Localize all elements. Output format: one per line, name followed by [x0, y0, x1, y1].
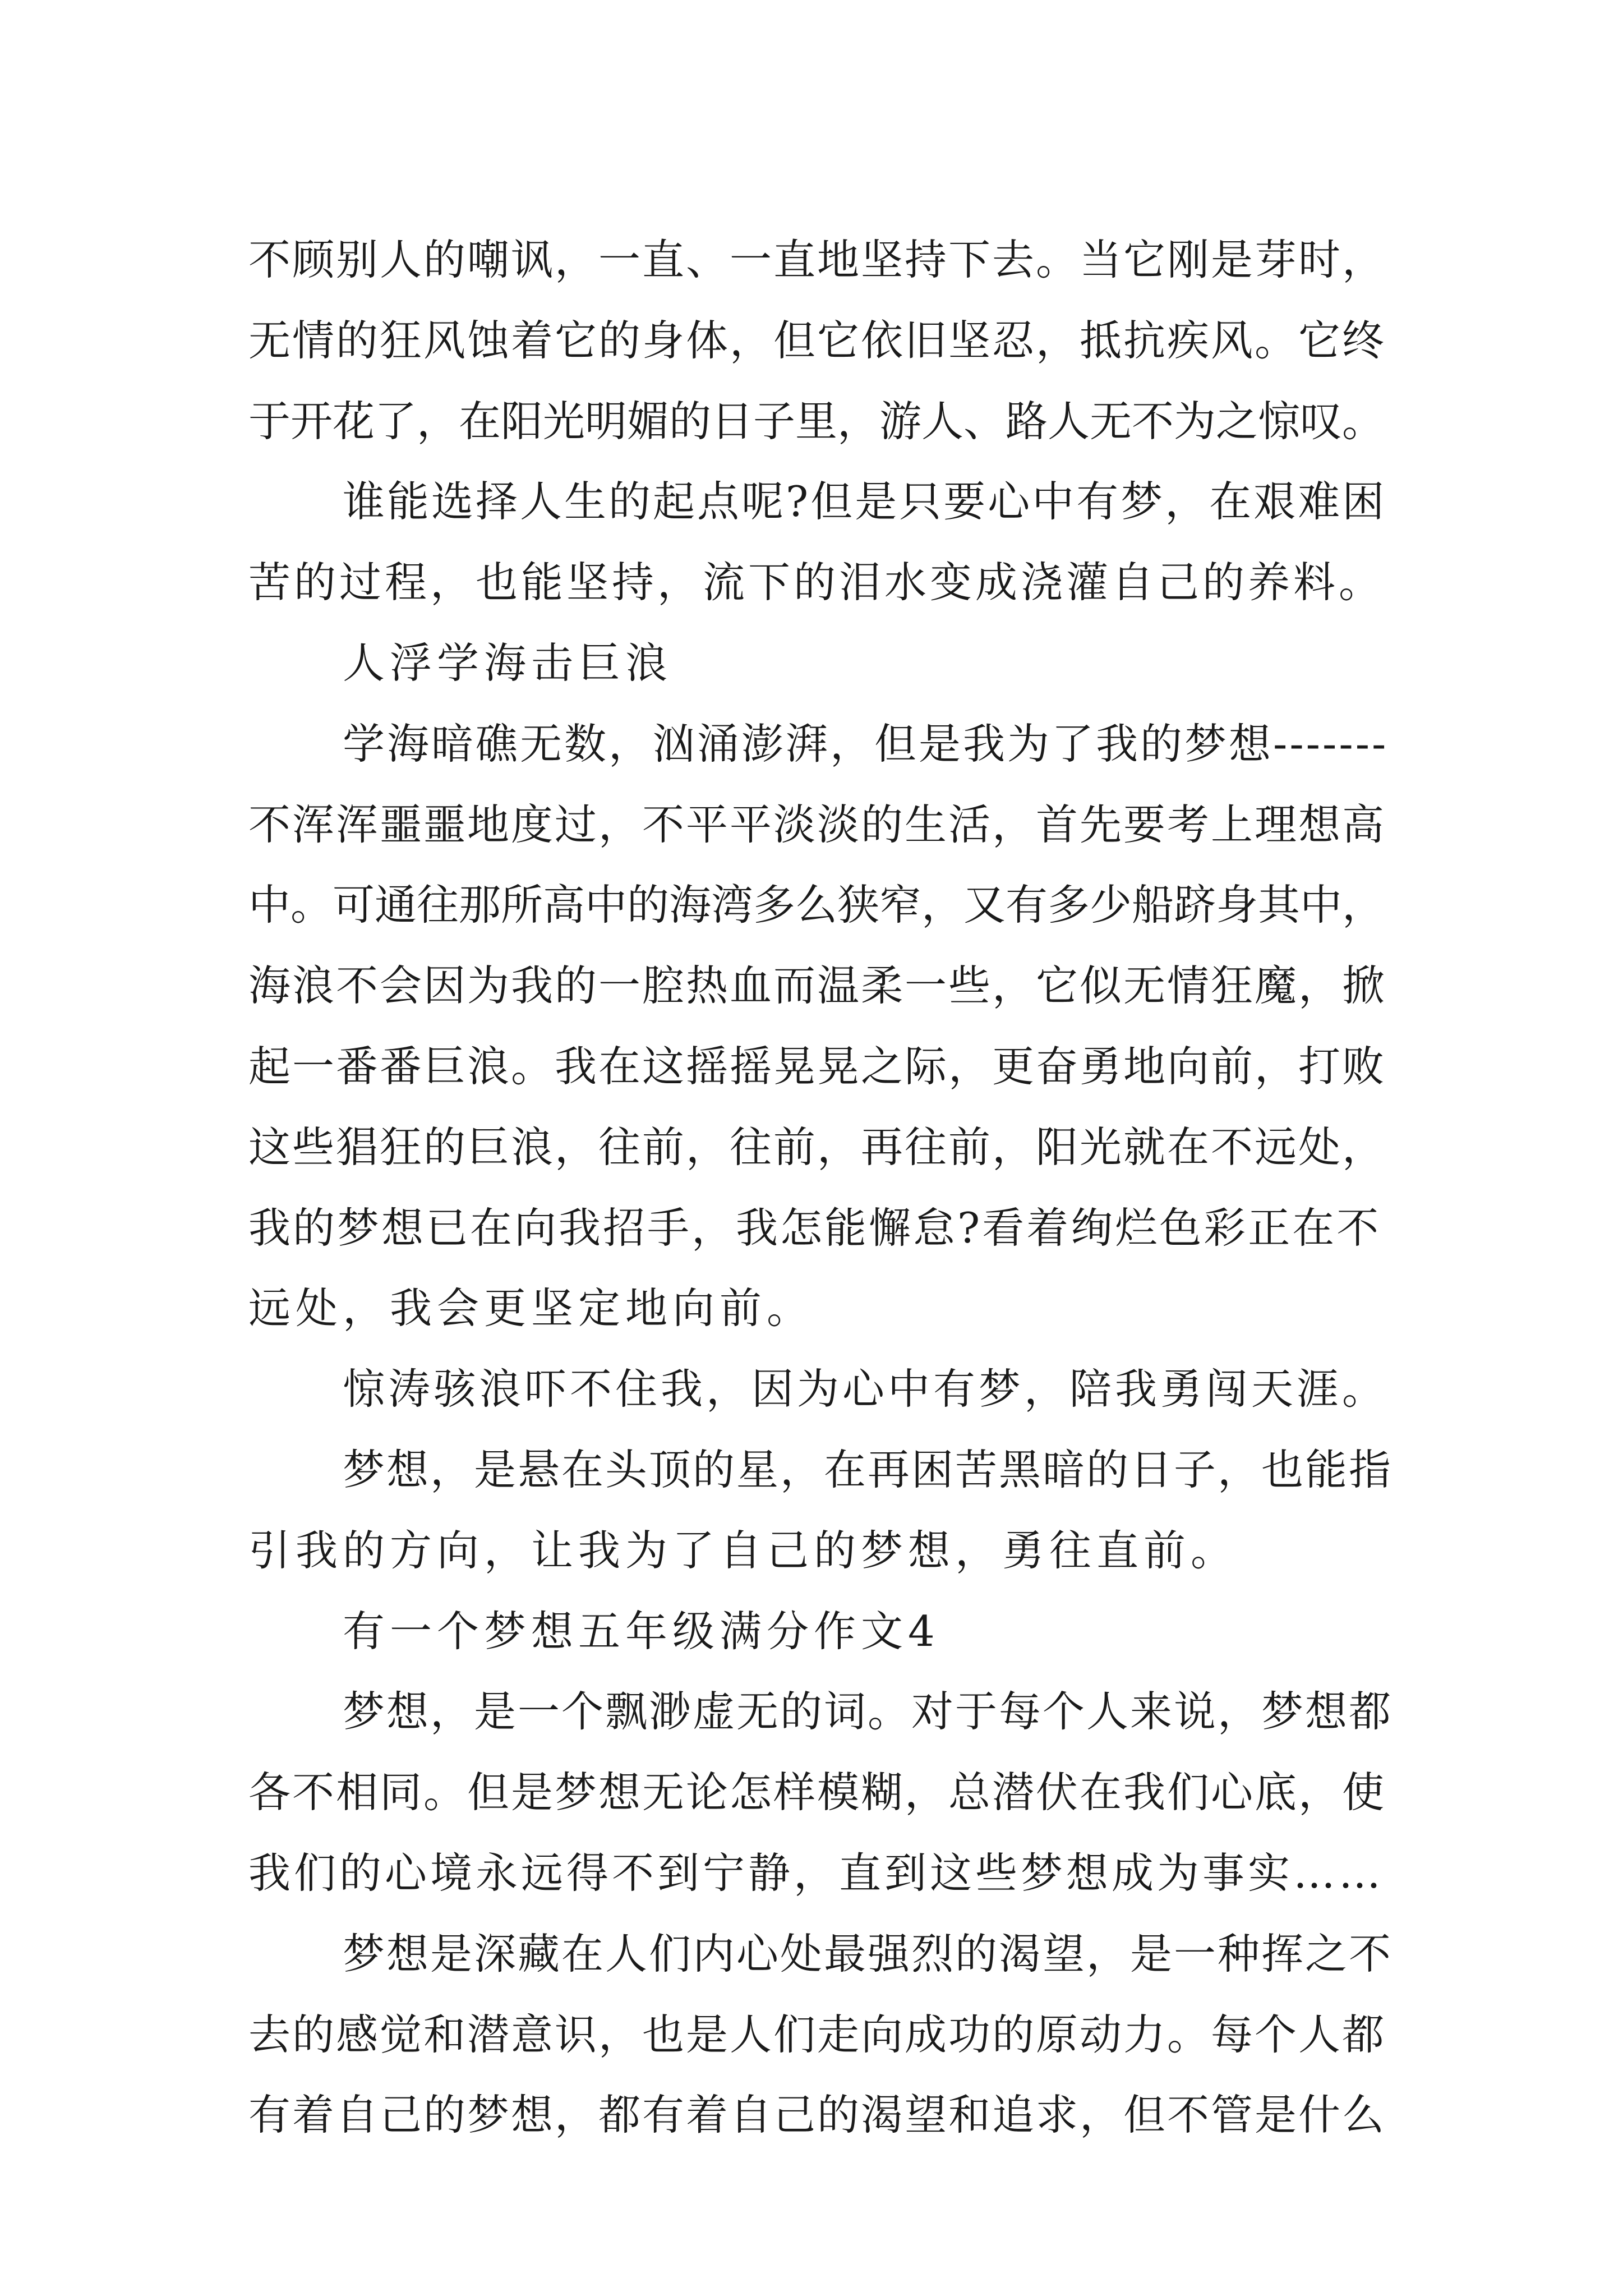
- text-line: 不顾别人的嘲讽，一直、一直地坚持下去。当它刚是芽时，: [248, 235, 1386, 284]
- text-line: 学海暗礁无数，汹涌澎湃，但是我为了我的梦想-------: [343, 719, 1389, 769]
- text-line: 去的感觉和潜意识，也是人们走向成功的原动力。每个人都: [248, 2009, 1386, 2059]
- text-line: 有一个梦想五年级满分作文4: [343, 1606, 940, 1656]
- text-line: 梦想，是一个飘渺虚无的词。对于每个人来说，梦想都: [343, 1687, 1393, 1737]
- text-line: 于开花了，在阳光明媚的日子里，游人、路人无不为之惊叹。: [248, 396, 1385, 446]
- text-line: 不浑浑噩噩地度过，不平平淡淡的生活，首先要考上理想高: [248, 799, 1386, 849]
- text-line: 这些猖狂的巨浪，往前，往前，再往前，阳光就在不远处，: [248, 1122, 1386, 1172]
- text-line: 各不相同。但是梦想无论怎样模糊，总潜伏在我们心底，使: [248, 1768, 1386, 1818]
- text-line: 我们的心境永远得不到宁静，直到这些梦想成为事实……: [248, 1848, 1385, 1898]
- text-line: 谁能选择人生的起点呢?但是只要心中有梦，在艰难困: [343, 477, 1387, 527]
- text-line: 梦想，是悬在头顶的星，在再困苦黑暗的日子，也能指: [343, 1444, 1393, 1494]
- text-line: 苦的过程，也能坚持，流下的泪水变成浇灌自己的养料。: [248, 558, 1385, 608]
- text-line: 海浪不会因为我的一腔热血而温柔一些，它似无情狂魔，掀: [248, 961, 1386, 1011]
- text-line: 惊涛骇浪吓不住我，因为心中有梦，陪我勇闯天涯。: [343, 1364, 1388, 1414]
- text-line: 起一番番巨浪。我在这摇摇晃晃之际，更奋勇地向前，打败: [248, 1041, 1386, 1091]
- text-line: 无情的狂风蚀着它的身体，但它依旧坚忍，抵抗疾风。它终: [248, 315, 1386, 365]
- text-line: 远处，我会更坚定地向前。: [248, 1283, 814, 1333]
- text-line: 人浮学海击巨浪: [343, 638, 673, 688]
- document-body: [248, 220, 1393, 2156]
- text-line: 梦想是深藏在人们内心处最强烈的渴望，是一种挥之不: [343, 1929, 1393, 1978]
- text-line: 引我的方向，让我为了自己的梦想，勇往直前。: [248, 1525, 1238, 1575]
- text-line: 中。可通往那所高中的海湾多么狭窄，又有多少船跻身其中，: [248, 880, 1385, 930]
- text-line: 有着自己的梦想，都有着自己的渴望和追求，但不管是什么: [248, 2090, 1386, 2140]
- text-line: 我的梦想已在向我招手，我怎能懈怠?看着绚烂色彩正在不: [248, 1203, 1381, 1253]
